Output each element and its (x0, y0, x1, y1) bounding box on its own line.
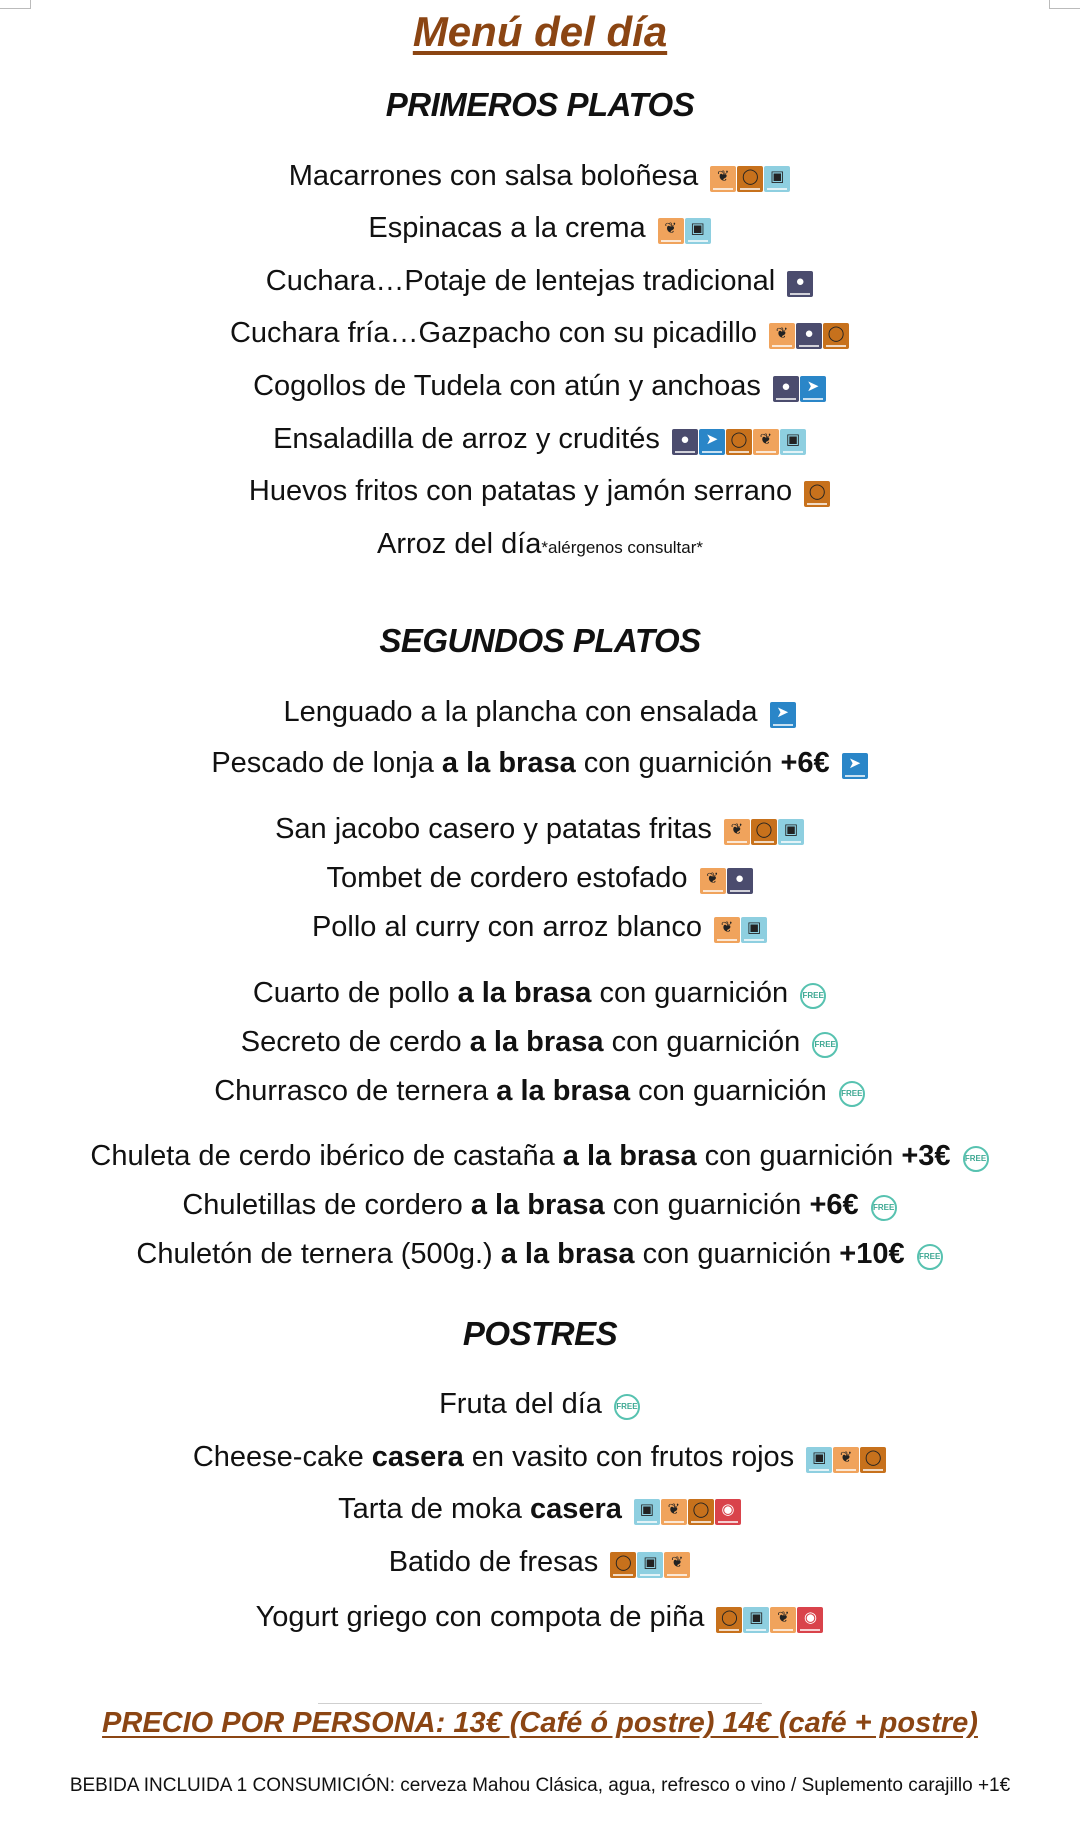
allergen-note: *alérgenos consultar* (541, 538, 704, 557)
dish-text-bold: a la brasa (469, 1026, 604, 1058)
allergen-icons (804, 472, 831, 512)
dish-text: San jacobo casero y patatas fritas (275, 813, 712, 845)
dish-text-bold: a la brasa (496, 1075, 631, 1107)
dish-text: Lenguado a la plancha con ensalada (283, 696, 758, 728)
drink-included: BEBIDA INCLUIDA 1 CONSUMICIÓN: cerveza Mahou Clásica, agua, refresco o vino / Suplemento carajillo +1€ (69, 1775, 1011, 1796)
huevos-allergen-icon: ◯ (737, 166, 763, 192)
dish-text: Tarta de moka (338, 1493, 530, 1525)
dish-chuleton-ternera (0, 1234, 1080, 1275)
huevos-allergen-icon: ◯ (860, 1447, 886, 1473)
dish-text-bold: +3€ (901, 1140, 951, 1172)
dish-text: Fruta del día (439, 1388, 602, 1420)
gluten-allergen-icon: ❦ (833, 1447, 859, 1473)
dish-text: con guarnición (696, 1140, 902, 1172)
dish-text: Pescado de lonja (211, 747, 442, 779)
dish-text: Cuchara fría…Gazpacho con su picadillo (229, 317, 758, 349)
dish-cheese-cake (0, 1437, 1080, 1478)
dish-text-bold: casera (371, 1441, 464, 1473)
free-allergen-icon: FREE (963, 1146, 989, 1172)
dish-pescado-lonja (0, 743, 1080, 784)
allergen-icons (710, 157, 791, 197)
allergen-icons (842, 744, 869, 784)
dish-text: Churrasco de ternera (214, 1075, 497, 1107)
dish-chuleta-cerdo (0, 1136, 1080, 1177)
gluten-allergen-icon: ❦ (769, 323, 795, 349)
pescado-allergen-icon: ➤ (770, 702, 796, 728)
huevos-allergen-icon: ◯ (726, 429, 752, 455)
price-separator (318, 1703, 762, 1704)
dish-text: Chuletón de ternera (500g.) (136, 1238, 501, 1270)
dish-macarrones (0, 156, 1080, 197)
dish-tombet-cordero (0, 858, 1080, 899)
dish-text: con guarnición (630, 1075, 827, 1107)
dish-ensaladilla (0, 419, 1080, 460)
dish-cogollos (0, 366, 1080, 407)
gluten-allergen-icon: ❦ (710, 166, 736, 192)
dish-text: Cogollos de Tudela con atún y anchoas (253, 370, 761, 402)
allergen-icons (658, 209, 712, 249)
soja-allergen-icon: ● (727, 868, 753, 894)
allergen-icons (716, 1598, 824, 1638)
dish-text: Yogurt griego con compota de piña (255, 1601, 705, 1633)
frutos-allergen-icon: ◉ (715, 1499, 741, 1525)
frutos-allergen-icon: ◉ (797, 1607, 823, 1633)
gluten-allergen-icon: ❦ (700, 868, 726, 894)
dish-text-bold: a la brasa (562, 1140, 697, 1172)
dish-text: con guarnición (575, 747, 781, 779)
dish-text: Huevos fritos con patatas y jamón serrano (248, 475, 793, 507)
dish-text-bold: a la brasa (470, 1189, 605, 1221)
dish-text-bold: a la brasa (441, 747, 576, 779)
dish-text-bold: +10€ (839, 1238, 905, 1270)
dish-pollo-curry (0, 907, 1080, 948)
lacteos-allergen-icon: ▣ (634, 1499, 660, 1525)
allergen-icons (806, 1438, 887, 1478)
allergen-icons (700, 859, 754, 899)
free-allergen-icon: FREE (800, 983, 826, 1009)
huevos-allergen-icon: ◯ (804, 481, 830, 507)
dish-text: Tombet de cordero estofado (326, 862, 688, 894)
lacteos-allergen-icon: ▣ (780, 429, 806, 455)
dish-text: Macarrones con salsa boloñesa (288, 160, 699, 192)
dish-potaje-lentejas (0, 261, 1080, 302)
gluten-allergen-icon: ❦ (714, 917, 740, 943)
lacteos-allergen-icon: ▣ (741, 917, 767, 943)
dish-text: Espinacas a la crema (368, 212, 646, 244)
allergen-icons (610, 1543, 691, 1583)
free-allergen-icon: FREE (812, 1032, 838, 1058)
allergen-icons (634, 1490, 742, 1530)
dish-arroz-del-dia (0, 524, 1080, 568)
dish-text-bold: a la brasa (457, 977, 592, 1009)
allergen-icons (800, 974, 827, 1014)
huevos-allergen-icon: ◯ (610, 1552, 636, 1578)
lacteos-allergen-icon: ▣ (764, 166, 790, 192)
dish-text-bold: +6€ (809, 1189, 859, 1221)
pescado-allergen-icon: ➤ (842, 753, 868, 779)
allergen-icons (839, 1072, 866, 1112)
menu-title: Menú del día (412, 8, 668, 55)
dish-secreto-cerdo (0, 1022, 1080, 1063)
dish-lenguado (0, 692, 1080, 733)
lacteos-allergen-icon: ▣ (637, 1552, 663, 1578)
gluten-allergen-icon: ❦ (664, 1552, 690, 1578)
dish-batido-fresas (0, 1542, 1080, 1583)
huevos-allergen-icon: ◯ (688, 1499, 714, 1525)
dish-text: Cuarto de pollo (252, 977, 458, 1009)
dish-text: con guarnición (591, 977, 789, 1009)
dish-fruta (0, 1384, 1080, 1425)
allergen-icons (770, 693, 797, 733)
allergen-icons (773, 367, 827, 407)
dish-espinacas (0, 208, 1080, 249)
allergen-icons (714, 908, 768, 948)
dish-text-bold: a la brasa (500, 1238, 635, 1270)
free-allergen-icon: FREE (614, 1394, 640, 1420)
dish-text: Chuleta de cerdo ibérico de castaña (90, 1140, 563, 1172)
dish-yogurt-griego (0, 1597, 1080, 1638)
dish-cuarto-pollo (0, 973, 1080, 1014)
section-title-segundos: SEGUNDOS PLATOS (379, 622, 701, 659)
gluten-allergen-icon: ❦ (753, 429, 779, 455)
dish-text: en vasito con frutos rojos (463, 1441, 795, 1473)
dish-text: con guarnición (604, 1189, 810, 1221)
dish-text: Secreto de cerdo (240, 1026, 470, 1058)
gluten-allergen-icon: ❦ (724, 819, 750, 845)
dish-text-bold: casera (529, 1493, 622, 1525)
lacteos-allergen-icon: ▣ (685, 218, 711, 244)
dish-chuletillas-cordero (0, 1185, 1080, 1226)
dish-text: Batido de fresas (388, 1546, 599, 1578)
dish-churrasco-ternera (0, 1071, 1080, 1112)
dish-text: Pollo al curry con arroz blanco (311, 911, 703, 943)
dish-text: con guarnición (634, 1238, 840, 1270)
soja-allergen-icon: ● (672, 429, 698, 455)
pescado-allergen-icon: ➤ (699, 429, 725, 455)
huevos-allergen-icon: ◯ (716, 1607, 742, 1633)
section-title-primeros: PRIMEROS PLATOS (385, 86, 695, 123)
allergen-icons (787, 262, 814, 302)
soja-allergen-icon: ● (787, 271, 813, 297)
dish-text: Ensaladilla de arroz y crudités (273, 423, 660, 455)
gluten-allergen-icon: ❦ (658, 218, 684, 244)
gluten-allergen-icon: ❦ (661, 1499, 687, 1525)
dish-huevos-fritos (0, 471, 1080, 512)
price-per-person: PRECIO POR PERSONA: 13€ (Café ó postre) 14€ (café + postre) (102, 1707, 978, 1739)
lacteos-allergen-icon: ▣ (806, 1447, 832, 1473)
lacteos-allergen-icon: ▣ (778, 819, 804, 845)
allergen-icons (672, 420, 807, 460)
huevos-allergen-icon: ◯ (823, 323, 849, 349)
dish-text: Cuchara…Potaje de lentejas tradicional (265, 265, 776, 297)
allergen-icons (812, 1023, 839, 1063)
section-title-postres: POSTRES (462, 1315, 618, 1352)
soja-allergen-icon: ● (796, 323, 822, 349)
allergen-icons (871, 1186, 898, 1226)
soja-allergen-icon: ● (773, 376, 799, 402)
lacteos-allergen-icon: ▣ (743, 1607, 769, 1633)
gluten-allergen-icon: ❦ (770, 1607, 796, 1633)
dish-text: Cheese-cake (192, 1441, 372, 1473)
allergen-icons (769, 314, 850, 354)
dish-tarta-moka (0, 1489, 1080, 1530)
free-allergen-icon: FREE (917, 1244, 943, 1270)
pescado-allergen-icon: ➤ (800, 376, 826, 402)
dish-text: Arroz del día (376, 528, 542, 560)
allergen-icons (963, 1137, 990, 1177)
dish-text-bold: +6€ (780, 747, 830, 779)
allergen-icons (614, 1385, 641, 1425)
dish-text: Chuletillas de cordero (182, 1189, 471, 1221)
huevos-allergen-icon: ◯ (751, 819, 777, 845)
free-allergen-icon: FREE (871, 1195, 897, 1221)
dish-gazpacho (0, 313, 1080, 354)
allergen-icons (917, 1235, 944, 1275)
dish-text: con guarnición (603, 1026, 801, 1058)
dish-san-jacobo (0, 809, 1080, 850)
free-allergen-icon: FREE (839, 1081, 865, 1107)
allergen-icons (724, 810, 805, 850)
